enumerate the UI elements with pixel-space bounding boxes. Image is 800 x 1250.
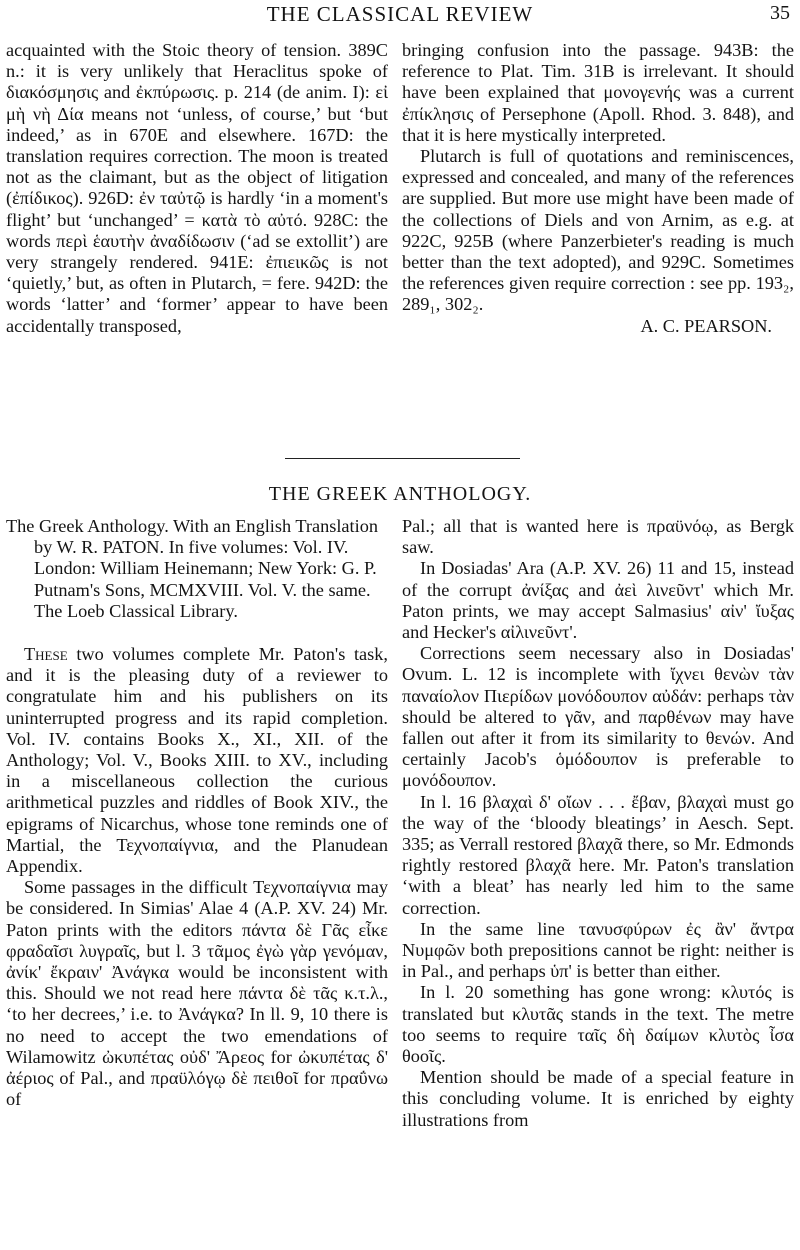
bottom-left-column — [6, 516, 388, 1110]
top-right-paragraph-1: bringing confusion into the passage. 943B: the reference to Plat. Tim. 31B is irrelevant. It should have been explained that μονογενής was a current ἐπίκλησις of Persephone (Apoll. Rhod. 3. 848), and that it is here mystically interpreted. — [402, 40, 794, 145]
review-paragraph-6: In l. 16 βλαχαὶ δ' οἴων . . . ἔβαν, βλαχαὶ must go the way of the ‘bloody bleatings’ in Aesch. Sept. 335; as Verrall restored βλαχᾶ there, so Mr. Edmonds rightly restored βλαχᾶ here. Mr. Paton's translation ‘with a bleat’ has nearly led him to the same correction. — [402, 791, 794, 918]
page-number: 35 — [770, 2, 790, 24]
review-paragraph-4: In Dosiadas' Ara (A.P. XV. 26) 11 and 15, instead of the corrupt ἀνίξας and ἀεὶ λινεῦντ' which Mr. Paton prints, we may accept Salmasius' αἰν' ἴυξας and Hecker's αἰλινεῦντ'. — [402, 558, 794, 643]
opening-word: These — [24, 644, 68, 665]
review-paragraph-9: Mention should be made of a special feature in this concluding volume. It is enriched by eighty illustrations from — [402, 1067, 794, 1130]
top-right-paragraph-2: Plutarch is full of quotations and reminiscences, expressed and concealed, and many of the references are supplied. But more use might have been made of the collections of Diels and von Arnim, as e.g. at 922C, 925B (where Panzerbieter's reading is much better than the text adopted), and 929C. Sometimes the references given require correction : see pp. 193₂, 289₁, 302₂. — [402, 146, 794, 315]
section-title: THE GREEK ANTHOLOGY. — [268, 483, 532, 505]
top-right-column — [402, 40, 794, 337]
reviewer-signature: A. C. PEARSON. — [640, 315, 772, 336]
top-left-column — [6, 40, 388, 337]
section-divider — [285, 458, 520, 459]
review-paragraph-5: Corrections seem necessary also in Dosiadas' Ovum. L. 12 is incomplete with ἴχνει θενὼν τὰν παναίολον Πιερίδων μονόδουπον αὐδάν: perhaps τὰν should be altered to γᾶν, and παρθένων may have fallen out after it from its similarity to θενών. And certainly Jacob's ὁμόδουπον is preferable to μονόδουπον. — [402, 643, 794, 791]
top-left-paragraph: acquainted with the Stoic theory of tension. 389C n.: it is very unlikely that Heraclitus spoke of διακόσμησις and ἐκπύρωσις. p. 214 (de anim. I): εἰ μὴ νὴ Δία means not ‘unless, of course,’ but ‘but indeed,’ as in 670E and elsewhere. 167D: the translation requires correction. The moon is treated not as the claimant, but as the object of litigation (ἐπίδικος). 926D: ἐν ταὐτῷ is hardly ‘in a moment's flight’ but ‘unchanged’ = κατὰ τὸ αὐτό. 928C: the words περὶ ἑαυτὴν ἀναδίδωσιν (‘ad se extollit’) are very strangely rendered. 941E: ἐπιεικῶς is not ‘quietly,’ but, as often in Plutarch, = fere. 942D: the words ‘latter’ and ‘former’ appear to have been accidentally transposed, — [6, 40, 388, 336]
review-paragraph-3: Pal.; all that is wanted here is πραϋνόῳ, as Bergk saw. — [402, 516, 794, 558]
bottom-right-column — [402, 516, 794, 1131]
review-paragraph-1 — [6, 644, 388, 877]
bibliographic-entry: The Greek Anthology. With an English Translation by W. R. PATON. In five volumes: Vol. IV. London: William Heinemann; New York: G. P. Putnam's Sons, MCMXVIII. Vol. V. the same. The Loeb Classical Library. — [6, 516, 378, 621]
review-paragraph-8: In l. 20 something has gone wrong: κλυτός is translated but κλυτᾶς stands in the text. The metre too seems to require ταῖς δὴ δαίμων κλυτὸς ἶσα θοοῖς. — [402, 982, 794, 1067]
running-title: THE CLASSICAL REVIEW — [266, 2, 534, 26]
page-header — [0, 2, 800, 30]
review-paragraph-2: Some passages in the difficult Τεχνοπαίγνια may be considered. In Simias' Alae 4 (A.P. XV. 24) Mr. Paton prints with the editors πάντα δὲ Γᾶς εἶκε φραδαῖσι λυγραῖς, but l. 3 τᾶμος ἐγὼ γὰρ γενόμαν, ἀνίκ' ἔκραιν' Ἀνάγκα would be inconsistent with this. Should we not read here πάντα δὲ τᾶς κ.τ.λ., ‘to her decrees,’ i.e. to Ἀνάγκα? In ll. 9, 10 there is no need to accept the two emendations of Wilamowitz ὠκυπέτας οὐδ' Ἄρεος for ὠκυπέτας δ' ἀέριος of Pal., and πραϋλόγῳ δὲ πειθοῖ for πραΰνω of — [6, 877, 388, 1110]
review-paragraph-1-text: two volumes complete Mr. Paton's task, and it is the pleasing duty of a reviewer to congratulate him and his publishers on its uninterrupted progress and its rapid completion. Vol. IV. contains Books X., XI., XII. of the Anthology; Vol. V., Books XIII. to XV., including in a miscellaneous collection the curious arithmetical puzzles and riddles of Book XIV., the epigrams of Nicarchus, whose tone reminds one of Martial, the Τεχνοπαίγνια, and the Planudean Appendix. — [6, 644, 388, 877]
review-paragraph-7: In the same line τανυσφύρων ἐς ἂν' ἄντρα Νυμφῶν both prepositions cannot be right: neither is in Pal., and perhaps ὑπ' is better than either. — [402, 918, 794, 982]
